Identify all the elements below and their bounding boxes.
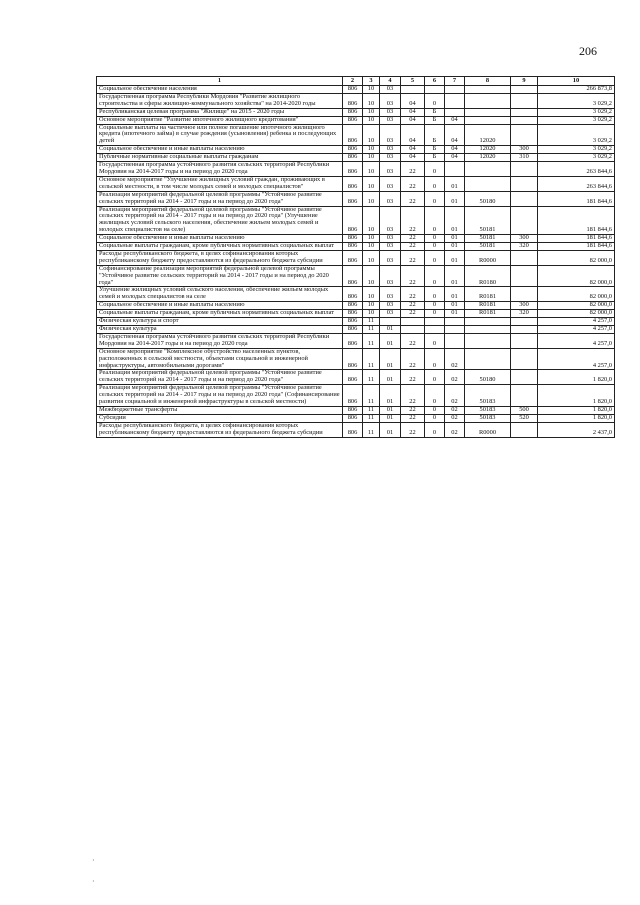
table-row <box>97 250 615 265</box>
row-name-cell: Субсидии <box>97 414 343 422</box>
section-cell: 11 <box>363 406 380 414</box>
activity-cell: 01 <box>445 265 465 287</box>
subsection-cell: 03 <box>380 310 401 318</box>
direction-cell <box>465 93 511 108</box>
subsection-cell: 03 <box>380 287 401 302</box>
section-cell: 11 <box>363 422 380 437</box>
section-cell: 10 <box>363 86 380 94</box>
expense-type-cell <box>511 162 538 177</box>
table-row <box>97 265 615 287</box>
direction-cell: R0181 <box>465 287 511 302</box>
section-cell: 10 <box>363 146 380 154</box>
row-name-cell: Основное мероприятие "Улучшение жилищных условий граждан, проживающих в сельской местности, в том числе молодых семей и молодых специалистов" <box>97 176 343 191</box>
program-cell: 22 <box>401 235 425 243</box>
ministry-code-cell: 806 <box>343 116 363 124</box>
section-cell: 10 <box>363 250 380 265</box>
activity-cell: 02 <box>445 385 465 407</box>
direction-cell <box>465 176 511 191</box>
column-header: 9 <box>511 77 538 86</box>
direction-cell <box>465 318 511 326</box>
direction-cell: R0180 <box>465 265 511 287</box>
expense-type-cell <box>511 86 538 94</box>
amount-cell: 4 257,0 <box>538 318 615 326</box>
column-header: 8 <box>465 77 511 86</box>
table-row <box>97 191 615 206</box>
program-cell: 04 <box>401 146 425 154</box>
amount-cell: 3 029,2 <box>538 116 615 124</box>
expense-type-cell: 310 <box>511 154 538 162</box>
subsection-cell: 03 <box>380 86 401 94</box>
table-row <box>97 206 615 235</box>
program-cell: 22 <box>401 287 425 302</box>
table-row <box>97 348 615 370</box>
subsection-cell: 03 <box>380 162 401 177</box>
table-row <box>97 287 615 302</box>
ministry-code-cell: 806 <box>343 333 363 348</box>
subprogram-cell <box>425 326 445 334</box>
activity-cell <box>445 318 465 326</box>
amount-cell: 266 873,8 <box>538 86 615 94</box>
subprogram-cell: 0 <box>425 250 445 265</box>
activity-cell: 04 <box>445 116 465 124</box>
amount-cell: 4 257,0 <box>538 326 615 334</box>
program-cell: 22 <box>401 370 425 385</box>
activity-cell <box>445 86 465 94</box>
amount-cell: 1 820,0 <box>538 406 615 414</box>
budget-table <box>96 76 615 438</box>
activity-cell: 01 <box>445 302 465 310</box>
table-row <box>97 370 615 385</box>
ministry-code-cell: 806 <box>343 124 363 146</box>
amount-cell: 263 844,6 <box>538 162 615 177</box>
ministry-code-cell: 806 <box>343 191 363 206</box>
expense-type-cell <box>511 206 538 235</box>
amount-cell: 82 000,0 <box>538 287 615 302</box>
activity-cell: 01 <box>445 250 465 265</box>
program-cell: 22 <box>401 348 425 370</box>
section-cell: 11 <box>363 385 380 407</box>
subsection-cell: 03 <box>380 191 401 206</box>
amount-cell: 82 000,0 <box>538 302 615 310</box>
amount-cell: 4 257,0 <box>538 333 615 348</box>
ministry-code-cell: 806 <box>343 235 363 243</box>
ministry-code-cell: 806 <box>343 206 363 235</box>
subprogram-cell: 0 <box>425 265 445 287</box>
activity-cell: 04 <box>445 154 465 162</box>
section-cell: 10 <box>363 287 380 302</box>
expense-type-cell <box>511 348 538 370</box>
subsection-cell: 03 <box>380 176 401 191</box>
direction-cell: 50181 <box>465 235 511 243</box>
row-name-cell: Основное мероприятие "Развитие ипотечного жилищного кредитования" <box>97 116 343 124</box>
subsection-cell: 03 <box>380 116 401 124</box>
row-name-cell: Социальные выплаты гражданам, кроме публичных нормативных социальных выплат <box>97 310 343 318</box>
amount-cell: 181 844,6 <box>538 206 615 235</box>
section-cell: 10 <box>363 108 380 116</box>
direction-cell <box>465 162 511 177</box>
row-name-cell: Межбюджетные трансферты <box>97 406 343 414</box>
activity-cell: 02 <box>445 422 465 437</box>
column-header: 10 <box>538 77 615 86</box>
direction-cell <box>465 116 511 124</box>
amount-cell: 1 820,0 <box>538 385 615 407</box>
direction-cell: 12020 <box>465 154 511 162</box>
expense-type-cell <box>511 370 538 385</box>
row-name-cell: Социальное обеспечение населения <box>97 86 343 94</box>
row-name-cell: Социальное обеспечение и иные выплаты населению <box>97 146 343 154</box>
direction-cell: 50183 <box>465 385 511 407</box>
amount-cell: 4 257,0 <box>538 348 615 370</box>
expense-type-cell <box>511 124 538 146</box>
subprogram-cell <box>425 86 445 94</box>
amount-cell: 181 844,6 <box>538 191 615 206</box>
program-cell: 22 <box>401 265 425 287</box>
section-cell: 11 <box>363 326 380 334</box>
subsection-cell: 03 <box>380 235 401 243</box>
expense-type-cell <box>511 250 538 265</box>
subprogram-cell: 0 <box>425 414 445 422</box>
program-cell: 22 <box>401 385 425 407</box>
subsection-cell: 03 <box>380 302 401 310</box>
row-name-cell: Расходы республиканского бюджета, в целях софинансирования которых республиканскому бюджету предоставляются из федерального бюджета субсидии <box>97 250 343 265</box>
section-cell: 10 <box>363 93 380 108</box>
program-cell: 04 <box>401 154 425 162</box>
subsection-cell: 03 <box>380 108 401 116</box>
section-cell: 11 <box>363 414 380 422</box>
ministry-code-cell: 806 <box>343 176 363 191</box>
subprogram-cell: 0 <box>425 191 445 206</box>
subsection-cell: 01 <box>380 414 401 422</box>
subsection-cell: 03 <box>380 206 401 235</box>
subprogram-cell: 0 <box>425 385 445 407</box>
scan-dot: · <box>92 856 95 865</box>
row-name-cell: Государственная программа устойчивого развития сельских территорий Республики Мордовия на 2014-2017 годы и на период до 2020 года <box>97 333 343 348</box>
row-name-cell: Публичные нормативные социальные выплаты гражданам <box>97 154 343 162</box>
program-cell: 22 <box>401 191 425 206</box>
column-header: 1 <box>97 77 343 86</box>
amount-cell: 1 820,0 <box>538 370 615 385</box>
subsection-cell: 01 <box>380 385 401 407</box>
program-cell <box>401 86 425 94</box>
ministry-code-cell: 806 <box>343 422 363 437</box>
row-name-cell: Социальные выплаты на частичное или полное погашение ипотечного жилищного кредита (ипотечного займа) в случае рождения (усыновления) ребенка и последующих детей <box>97 124 343 146</box>
row-name-cell: Физическая культура и спорт <box>97 318 343 326</box>
section-cell: 10 <box>363 302 380 310</box>
ministry-code-cell: 806 <box>343 93 363 108</box>
subsection-cell: 03 <box>380 154 401 162</box>
ministry-code-cell: 806 <box>343 250 363 265</box>
amount-cell: 1 820,0 <box>538 414 615 422</box>
program-cell: 04 <box>401 93 425 108</box>
ministry-code-cell: 806 <box>343 348 363 370</box>
amount-cell: 3 029,2 <box>538 154 615 162</box>
direction-cell: 50180 <box>465 370 511 385</box>
subprogram-cell: 0 <box>425 406 445 414</box>
subprogram-cell: 0 <box>425 422 445 437</box>
ministry-code-cell: 806 <box>343 406 363 414</box>
activity-cell: 02 <box>445 348 465 370</box>
program-cell: 04 <box>401 124 425 146</box>
program-cell <box>401 326 425 334</box>
direction-cell: R0000 <box>465 250 511 265</box>
subsection-cell: 03 <box>380 265 401 287</box>
direction-cell <box>465 86 511 94</box>
table-row <box>97 385 615 407</box>
direction-cell: R0000 <box>465 422 511 437</box>
expense-type-cell: 320 <box>511 310 538 318</box>
ministry-code-cell: 806 <box>343 154 363 162</box>
table-row <box>97 333 615 348</box>
expense-type-cell <box>511 265 538 287</box>
ministry-code-cell: 806 <box>343 108 363 116</box>
row-name-cell: Государственная программа Республики Мордовия "Развитие жилищного строительства и сферы жилищно-коммунального хозяйства" на 2014-2020 годы <box>97 93 343 108</box>
expense-type-cell <box>511 176 538 191</box>
activity-cell: 01 <box>445 310 465 318</box>
activity-cell <box>445 333 465 348</box>
activity-cell: 01 <box>445 287 465 302</box>
ministry-code-cell: 806 <box>343 146 363 154</box>
subprogram-cell: 0 <box>425 287 445 302</box>
scan-dot: · <box>92 877 95 886</box>
direction-cell: 50183 <box>465 406 511 414</box>
table-row <box>97 176 615 191</box>
expense-type-cell <box>511 93 538 108</box>
direction-cell: 12020 <box>465 146 511 154</box>
expense-type-cell <box>511 333 538 348</box>
program-cell: 22 <box>401 333 425 348</box>
ministry-code-cell: 806 <box>343 326 363 334</box>
activity-cell <box>445 326 465 334</box>
table-row <box>97 93 615 108</box>
subprogram-cell: 0 <box>425 206 445 235</box>
activity-cell <box>445 108 465 116</box>
expense-type-cell <box>511 385 538 407</box>
amount-cell: 3 029,2 <box>538 93 615 108</box>
direction-cell <box>465 326 511 334</box>
activity-cell: 04 <box>445 146 465 154</box>
direction-cell: 50180 <box>465 191 511 206</box>
subsection-cell: 03 <box>380 146 401 154</box>
activity-cell <box>445 93 465 108</box>
amount-cell: 263 844,6 <box>538 176 615 191</box>
ministry-code-cell: 806 <box>343 385 363 407</box>
row-name-cell: Социальные выплаты гражданам, кроме публичных нормативных социальных выплат <box>97 243 343 251</box>
expense-type-cell <box>511 287 538 302</box>
section-cell: 10 <box>363 124 380 146</box>
amount-cell: 181 844,6 <box>538 243 615 251</box>
row-name-cell: Улучшение жилищных условий сельского населения, обеспечение жильем молодых семей и молодых специалистов на селе <box>97 287 343 302</box>
ministry-code-cell: 806 <box>343 86 363 94</box>
subprogram-cell: 0 <box>425 176 445 191</box>
program-cell: 22 <box>401 162 425 177</box>
expense-type-cell <box>511 108 538 116</box>
table-row <box>97 422 615 437</box>
direction-cell: R0181 <box>465 310 511 318</box>
expense-type-cell <box>511 422 538 437</box>
amount-cell: 181 844,6 <box>538 235 615 243</box>
program-cell: 22 <box>401 302 425 310</box>
section-cell: 10 <box>363 162 380 177</box>
subprogram-cell: 0 <box>425 333 445 348</box>
expense-type-cell: 300 <box>511 235 538 243</box>
activity-cell: 01 <box>445 176 465 191</box>
amount-cell: 82 000,0 <box>538 310 615 318</box>
subsection-cell: 03 <box>380 124 401 146</box>
subsection-cell: 01 <box>380 348 401 370</box>
row-name-cell: Физическая культура <box>97 326 343 334</box>
column-header: 6 <box>425 77 445 86</box>
section-cell: 10 <box>363 206 380 235</box>
direction-cell <box>465 108 511 116</box>
amount-cell: 3 029,2 <box>538 124 615 146</box>
subsection-cell: 01 <box>380 370 401 385</box>
subprogram-cell: 0 <box>425 243 445 251</box>
subprogram-cell: Б <box>425 154 445 162</box>
subprogram-cell: Б <box>425 124 445 146</box>
ministry-code-cell: 806 <box>343 414 363 422</box>
section-cell: 10 <box>363 116 380 124</box>
expense-type-cell: 520 <box>511 414 538 422</box>
table-row <box>97 124 615 146</box>
subprogram-cell: 0 <box>425 93 445 108</box>
subsection-cell: 01 <box>380 333 401 348</box>
section-cell: 11 <box>363 318 380 326</box>
amount-cell: 82 000,0 <box>538 250 615 265</box>
program-cell: 04 <box>401 108 425 116</box>
program-cell: 22 <box>401 406 425 414</box>
subsection-cell: 03 <box>380 250 401 265</box>
section-cell: 10 <box>363 191 380 206</box>
expense-type-cell: 500 <box>511 406 538 414</box>
row-name-cell: Основное мероприятие "Комплексное обустройство населенных пунктов, расположенных в сельской местности, объектами социальной и инженерной инфраструктуры, автомобильными дорогами" <box>97 348 343 370</box>
subprogram-cell: Б <box>425 146 445 154</box>
table-row <box>97 162 615 177</box>
column-header: 7 <box>445 77 465 86</box>
section-cell: 11 <box>363 333 380 348</box>
program-cell: 22 <box>401 310 425 318</box>
row-name-cell: Реализация мероприятий федеральной целевой программы "Устойчивое развитие сельских территорий на 2014 - 2017 годы и на период до 2020 года" (Улучшение жилищных условий сельского населения, обеспечение жильем молодых семей и молодых специалистов на селе) <box>97 206 343 235</box>
expense-type-cell <box>511 116 538 124</box>
amount-cell: 3 029,2 <box>538 146 615 154</box>
page-number: 206 <box>579 44 597 58</box>
expense-type-cell: 300 <box>511 302 538 310</box>
program-cell: 22 <box>401 422 425 437</box>
activity-cell: 02 <box>445 414 465 422</box>
expense-type-cell <box>511 326 538 334</box>
direction-cell <box>465 348 511 370</box>
direction-cell <box>465 333 511 348</box>
subprogram-cell: 0 <box>425 162 445 177</box>
column-header: 3 <box>363 77 380 86</box>
subprogram-cell: 0 <box>425 348 445 370</box>
subprogram-cell <box>425 318 445 326</box>
subprogram-cell: 0 <box>425 370 445 385</box>
activity-cell: 01 <box>445 206 465 235</box>
ministry-code-cell: 806 <box>343 310 363 318</box>
section-cell: 10 <box>363 243 380 251</box>
row-name-cell: Расходы республиканского бюджета, в целях софинансирования которых республиканскому бюджету предоставляются из федерального бюджета субсидии <box>97 422 343 437</box>
subsection-cell: 01 <box>380 406 401 414</box>
program-cell: 04 <box>401 116 425 124</box>
expense-type-cell: 320 <box>511 243 538 251</box>
ministry-code-cell: 806 <box>343 318 363 326</box>
program-cell: 22 <box>401 250 425 265</box>
ministry-code-cell: 806 <box>343 302 363 310</box>
row-name-cell: Социальное обеспечение и иные выплаты населению <box>97 235 343 243</box>
program-cell: 22 <box>401 414 425 422</box>
section-cell: 10 <box>363 176 380 191</box>
subprogram-cell: 0 <box>425 310 445 318</box>
direction-cell: 50181 <box>465 243 511 251</box>
subprogram-cell: Б <box>425 108 445 116</box>
activity-cell: 02 <box>445 370 465 385</box>
ministry-code-cell: 806 <box>343 162 363 177</box>
row-name-cell: Реализация мероприятий федеральной целевой программы "Устойчивое развитие сельских территорий на 2014 - 2017 годы и на период до 2020 года" (Софинансирование развития социальной и инженерной инфраструктуры в сельской местности) <box>97 385 343 407</box>
expense-type-cell: 300 <box>511 146 538 154</box>
subsection-cell: 03 <box>380 93 401 108</box>
activity-cell: 01 <box>445 191 465 206</box>
row-name-cell: Реализация мероприятий федеральной целевой программы "Устойчивое развитие сельских территорий на 2014 - 2017 годы и на период до 2020 года" <box>97 370 343 385</box>
section-cell: 10 <box>363 235 380 243</box>
amount-cell: 3 029,2 <box>538 108 615 116</box>
row-name-cell: Республиканская целевая программа "Жилище" на 2015 - 2020 годы <box>97 108 343 116</box>
amount-cell: 2 437,0 <box>538 422 615 437</box>
ministry-code-cell: 806 <box>343 243 363 251</box>
row-name-cell: Государственная программа устойчивого развития сельских территорий Республики Мордовия на 2014-2017 годы и на период до 2020 года <box>97 162 343 177</box>
subsection-cell: 01 <box>380 422 401 437</box>
activity-cell: 01 <box>445 243 465 251</box>
ministry-code-cell: 806 <box>343 287 363 302</box>
row-name-cell: Реализация мероприятий федеральной целевой программы "Устойчивое развитие сельских территорий на 2014 - 2017 годы и на период до 2020 года" <box>97 191 343 206</box>
subprogram-cell: 0 <box>425 302 445 310</box>
expense-type-cell <box>511 191 538 206</box>
direction-cell: 12020 <box>465 124 511 146</box>
subprogram-cell: Б <box>425 116 445 124</box>
activity-cell: 02 <box>445 406 465 414</box>
direction-cell: 50183 <box>465 414 511 422</box>
row-name-cell: Социальное обеспечение и иные выплаты населению <box>97 302 343 310</box>
expense-type-cell <box>511 318 538 326</box>
activity-cell: 04 <box>445 124 465 146</box>
section-cell: 10 <box>363 310 380 318</box>
section-cell: 10 <box>363 154 380 162</box>
ministry-code-cell: 806 <box>343 370 363 385</box>
section-cell: 10 <box>363 265 380 287</box>
amount-cell: 82 000,0 <box>538 265 615 287</box>
ministry-code-cell: 806 <box>343 265 363 287</box>
program-cell: 22 <box>401 176 425 191</box>
subprogram-cell: 0 <box>425 235 445 243</box>
subsection-cell: 03 <box>380 243 401 251</box>
table-row <box>97 116 615 124</box>
activity-cell <box>445 162 465 177</box>
program-cell <box>401 318 425 326</box>
table-row <box>97 108 615 116</box>
direction-cell: 50181 <box>465 206 511 235</box>
section-cell: 11 <box>363 348 380 370</box>
row-name-cell: Софинансирование реализации мероприятий федеральной целевой программы "Устойчивое развитие сельских территорий на 2014 - 2017 годы и на период до 2020 года" <box>97 265 343 287</box>
column-header: 4 <box>380 77 401 86</box>
direction-cell: R0181 <box>465 302 511 310</box>
program-cell: 22 <box>401 243 425 251</box>
column-header: 5 <box>401 77 425 86</box>
subsection-cell: 01 <box>380 326 401 334</box>
activity-cell: 01 <box>445 235 465 243</box>
section-cell: 11 <box>363 370 380 385</box>
column-header: 2 <box>343 77 363 86</box>
program-cell: 22 <box>401 206 425 235</box>
